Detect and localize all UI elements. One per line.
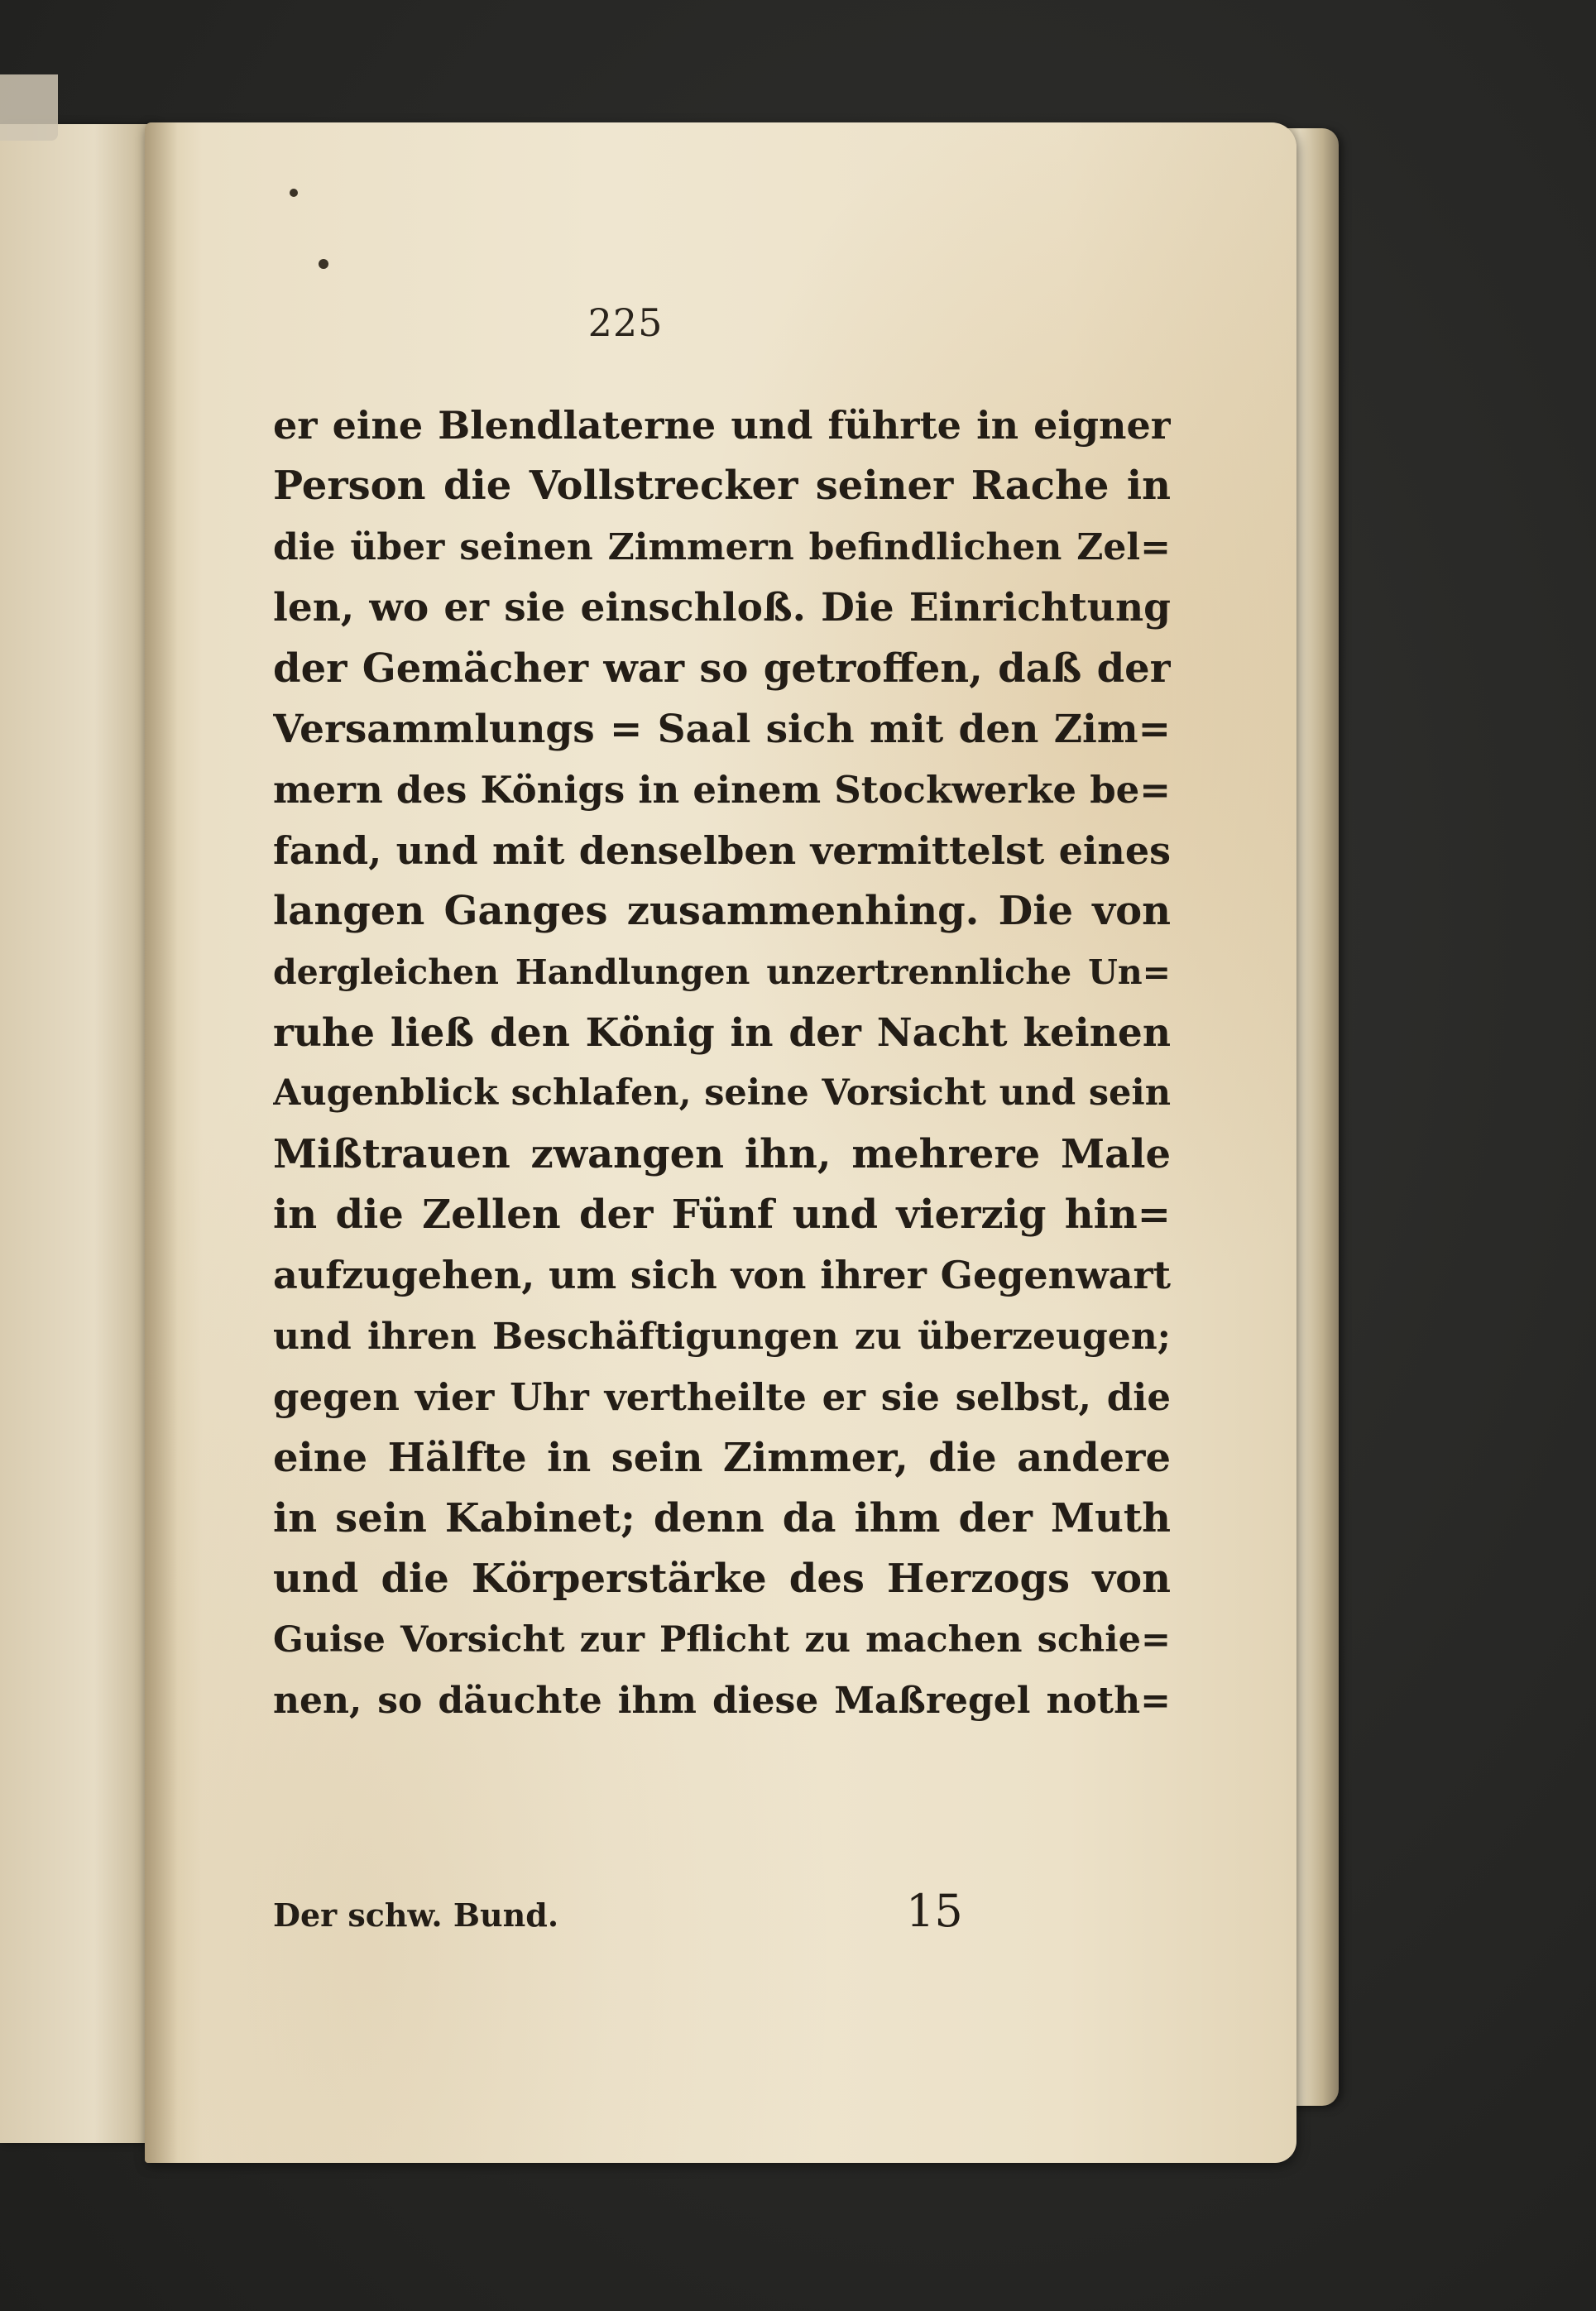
ink-speck [290, 189, 298, 197]
text-line: langen Ganges zusammenhing. Die von [273, 888, 1171, 935]
book-page [145, 122, 1296, 2163]
text-line: die über seinen Zimmern befindlichen Zel= [273, 525, 1171, 568]
text-line: Mißtrauen zwangen ihn, mehrere Male [273, 1130, 1171, 1177]
gutter-shadow [145, 122, 178, 2163]
text-line: eine Hälfte in sein Zimmer, die andere [273, 1434, 1171, 1481]
text-line: Versammlungs = Saal sich mit den Zim= [273, 706, 1171, 752]
text-line: dergleichen Handlungen unzertrennliche Un= [273, 952, 1171, 992]
text-line: nen, so däuchte ihm diese Maßregel noth= [273, 1680, 1171, 1723]
text-line: und ihren Beschäftigungen zu überzeugen; [273, 1315, 1171, 1358]
ink-speck [319, 259, 328, 269]
previous-page-edge [0, 124, 157, 2143]
text-line: Person die Vollstrecker seiner Rache in [273, 463, 1171, 510]
signature-number: 15 [906, 1885, 963, 1937]
page-text [273, 396, 1171, 1732]
text-line: Augenblick schlafen, seine Vorsicht und sein [273, 1072, 1171, 1115]
text-line: und die Körperstärke des Herzogs von [273, 1556, 1171, 1603]
text-line: Guise Vorsicht zur Pflicht zu machen schie= [273, 1618, 1171, 1661]
text-line: aufzugehen, um sich von ihrer Gegenwart [273, 1253, 1171, 1298]
text-line: in die Zellen der Fünf und vierzig hin= [273, 1191, 1171, 1239]
text-line: ruhe ließ den König in der Nacht keinen [273, 1009, 1171, 1056]
text-line: mern des Königs in einem Stockwerke be= [273, 768, 1171, 813]
signature-mark: Der schw. Bund. [273, 1896, 559, 1934]
previous-page-corner [0, 74, 58, 141]
text-line: in sein Kabinet; denn da ihm der Muth [273, 1495, 1171, 1542]
text-line: fand, und mit denselben vermittelst eines [273, 827, 1171, 873]
text-line: gegen vier Uhr vertheilte er sie selbst, die [273, 1375, 1171, 1420]
text-line: der Gemächer war so getroffen, daß der [273, 645, 1171, 692]
page-footer [273, 1885, 1171, 1943]
page-number: 225 [587, 300, 664, 345]
text-line: er eine Blendlaterne und führte in eigner [273, 403, 1171, 448]
text-line: len, wo er sie einschloß. Die Einrichtung [273, 585, 1171, 631]
